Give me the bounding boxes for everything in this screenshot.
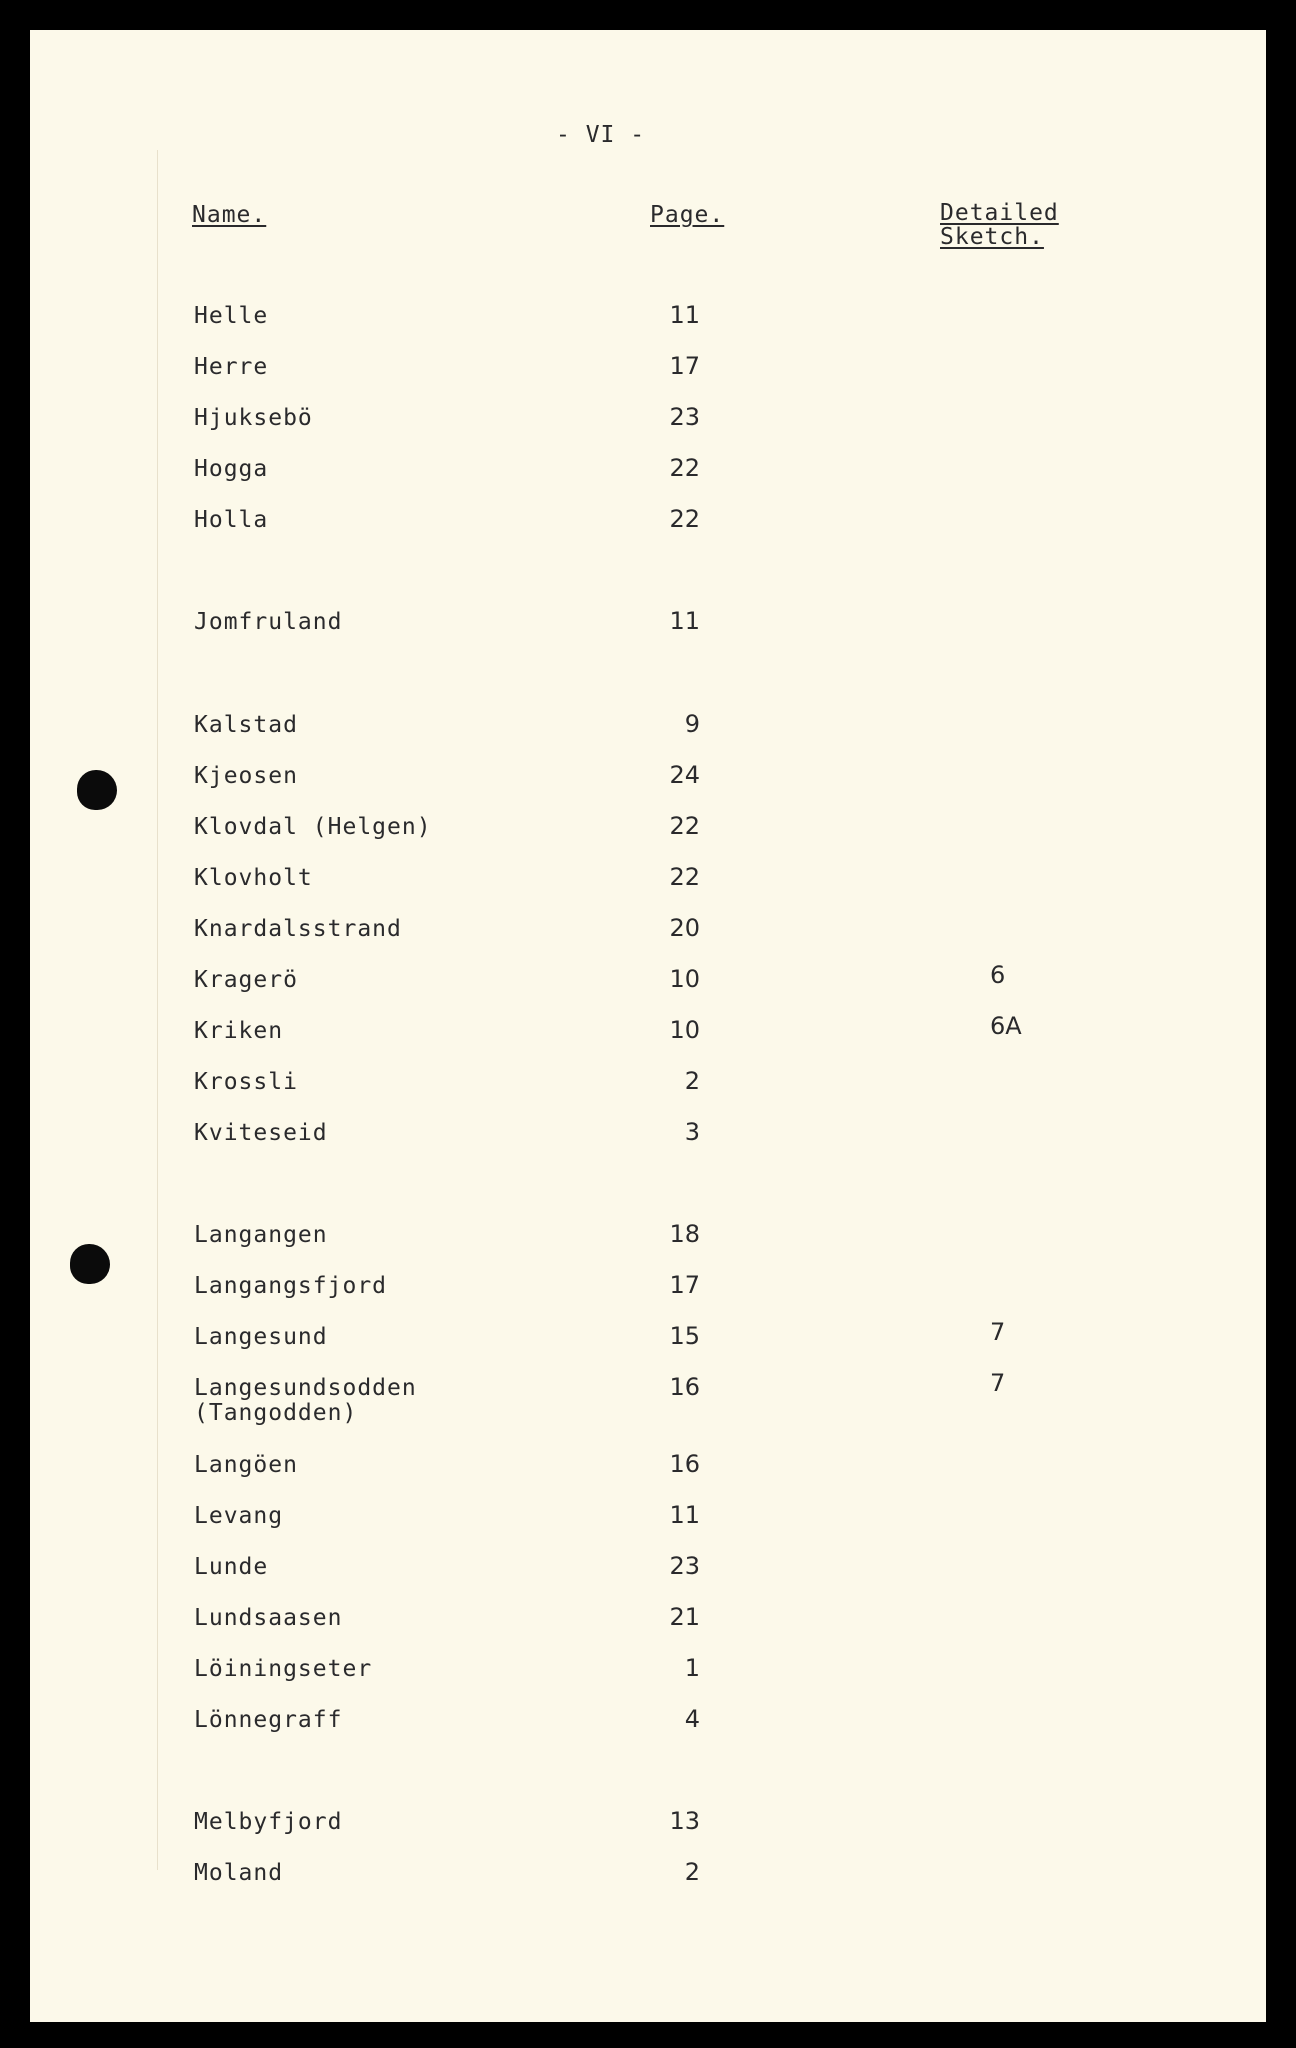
entry-name: Löiningseter [194,1656,373,1682]
entry-page-number: 22 [669,454,700,482]
header-name: Name. [192,202,267,228]
entry-name: Holla [194,507,269,533]
entry-page-number: 11 [669,607,700,635]
entry-name: Kviteseid [194,1120,328,1146]
entry-page-number: 18 [669,1220,700,1248]
entry-name: Hogga [194,456,269,482]
entry-name: Lunde [194,1554,269,1580]
entry-name: Klovholt [194,865,313,891]
margin-rule [157,150,158,1870]
entry-page-number: 23 [669,403,700,431]
page-number-label: - VI - [556,122,646,148]
entry-name: Kriken [194,1018,284,1044]
header-sketch-line2: Sketch. [940,224,1044,250]
entry-name: Helle [194,303,269,329]
entry-name: Langesundsodden [194,1375,417,1401]
entry-name: Langangsfjord [194,1273,388,1299]
header-sketch-line1: Detailed [940,200,1059,226]
entry-name: Krossli [194,1069,298,1095]
entry-page-number: 3 [684,1118,700,1146]
entry-page-number: 17 [669,352,700,380]
entry-page-number: 22 [669,863,700,891]
entry-name: Jomfruland [194,609,343,635]
entry-page-number: 11 [669,301,700,329]
entry-sketch-number: 6 [990,961,1006,989]
entry-page-number: 16 [669,1373,700,1401]
entry-name: Kjeosen [194,763,298,789]
entry-page-number: 10 [669,965,700,993]
entry-name: Kalstad [194,712,298,738]
entry-page-number: 9 [684,710,700,738]
entry-page-number: 4 [684,1705,700,1733]
entry-page-number: 2 [684,1858,700,1886]
entry-name: Klovdal (Helgen) [194,814,432,840]
punch-hole-bottom [70,1244,110,1284]
entry-sketch-number: 7 [990,1318,1006,1346]
entry-name: Knardalsstrand [194,916,402,942]
entry-page-number: 17 [669,1271,700,1299]
entry-name: Lundsaasen [194,1605,343,1631]
entry-page-number: 2 [684,1067,700,1095]
header-page: Page. [650,202,725,228]
entry-page-number: 16 [669,1450,700,1478]
entry-name: Levang [194,1503,284,1529]
entry-name: Kragerö [194,967,298,993]
entry-page-number: 13 [669,1807,700,1835]
entry-name: Herre [194,354,269,380]
entry-sketch-number: 7 [990,1369,1006,1397]
entry-page-number: 22 [669,505,700,533]
entry-name-line2: (Tangodden) [194,1400,358,1426]
entry-page-number: 24 [669,761,700,789]
entry-name: Langangen [194,1222,328,1248]
entry-page-number: 10 [669,1016,700,1044]
entry-name: Langesund [194,1324,328,1350]
entry-name: Melbyfjord [194,1809,343,1835]
entry-page-number: 1 [684,1654,700,1682]
entry-name: Moland [194,1860,284,1886]
entry-sketch-number: 6A [990,1012,1022,1040]
entry-name: Hjuksebö [194,405,313,431]
entry-page-number: 22 [669,812,700,840]
entry-page-number: 23 [669,1552,700,1580]
entry-page-number: 11 [669,1501,700,1529]
punch-hole-top [77,770,117,810]
entry-page-number: 15 [669,1322,700,1350]
entry-name: Langöen [194,1452,298,1478]
entry-page-number: 20 [669,914,700,942]
entry-page-number: 21 [669,1603,700,1631]
entry-name: Lönnegraff [194,1707,343,1733]
